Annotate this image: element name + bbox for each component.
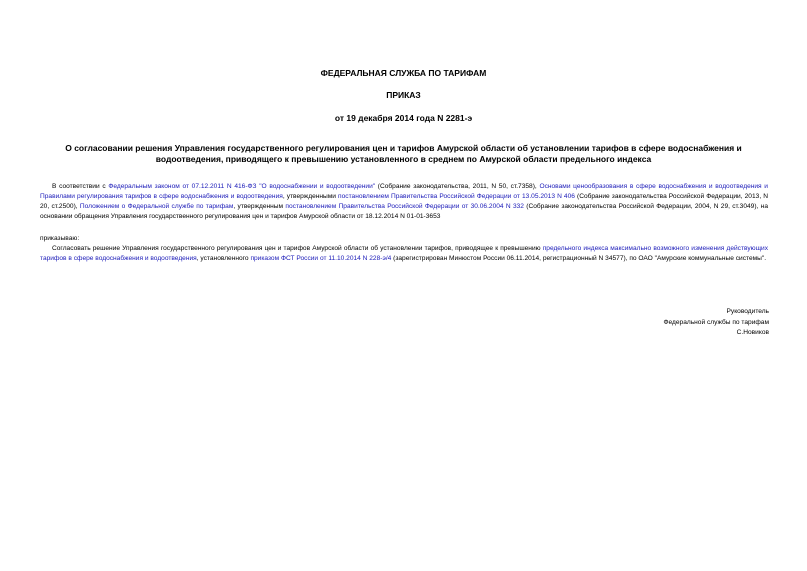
document-type-heading: ПРИКАЗ <box>386 90 421 100</box>
link-fst-regulation[interactable]: Положением о Федеральной службе по тарифам <box>79 203 234 210</box>
signature-position: Руководитель <box>726 308 769 315</box>
document-date-number: от 19 декабря 2014 года N 2281-э <box>334 113 473 123</box>
link-government-decree-332[interactable]: постановлением Правительства Российской Федерации от 30.06.2004 N 332 <box>285 203 524 210</box>
decision-text-1: Согласовать решение Управления государственного регулирования цен и тарифов Амурской области об установлении тарифов, приводящее к превышению <box>52 245 543 252</box>
link-federal-law-416[interactable]: Федеральным законом от 07.12.2011 N 416-ФЗ "О водоснабжении и водоотведении" <box>108 183 376 190</box>
signature-organization: Федеральной службы по тарифам <box>663 318 769 326</box>
decision-text-2: , установленного <box>196 255 251 262</box>
preamble-text-2: (Собрание законодательства, 2011, N 50, ст.7358), <box>375 183 540 190</box>
decision-paragraph <box>40 244 768 264</box>
agency-heading: ФЕДЕРАЛЬНАЯ СЛУЖБА ПО ТАРИФАМ <box>320 68 487 78</box>
link-pricing-basics[interactable]: Основами ценообразования в сфере водоснабжения и водоотведения и Правилами регулирования тарифов в сфере водоснабжения и водоотведения <box>40 183 768 200</box>
document-title: О согласовании решения Управления государственного регулирования цен и тарифов Амурской области об установлении тарифов в сфере водоснабжения и водоотведения, приводящего к превышению установленного в среднем по Амурской области предельного индекса <box>65 143 742 164</box>
preamble-paragraph <box>40 182 768 222</box>
signature-block <box>664 307 770 339</box>
link-government-decree-406[interactable]: постановлением Правительства Российской Федерации от 13.05.2013 N 406 <box>338 193 575 200</box>
preamble-text-4: (Собрание законодательства Российской Федерации, 2013, N 20, ст.2500), <box>40 193 768 210</box>
preamble-text-6: (Собрание законодательства Российской Федерации, 2004, N 29, ст.3049), на основании обращения Управления государственного регулирования цен и тарифов Амурской области от 18.12.2014 N 01-01-3653 <box>40 203 768 220</box>
link-fst-order-228[interactable]: приказом ФСТ России от 11.10.2014 N 228-э/4 <box>250 255 392 262</box>
preamble-text-3: , утвержденными <box>282 193 339 200</box>
link-max-index[interactable]: предельного индекса максимально возможного изменения действующих тарифов в сфере водоснабжения и водоотведения <box>40 245 769 262</box>
signature-name: С.Новиков <box>736 329 769 336</box>
order-word: приказываю: <box>40 235 80 242</box>
decision-text-3: (зарегистрирован Минюстом России 06.11.2014, регистрационный N 34577), по ОАО "Амурские коммунальные системы". <box>391 255 767 262</box>
preamble-text-1: В соответствии с <box>52 183 109 190</box>
preamble-text-5: , утвержденным <box>233 203 286 210</box>
